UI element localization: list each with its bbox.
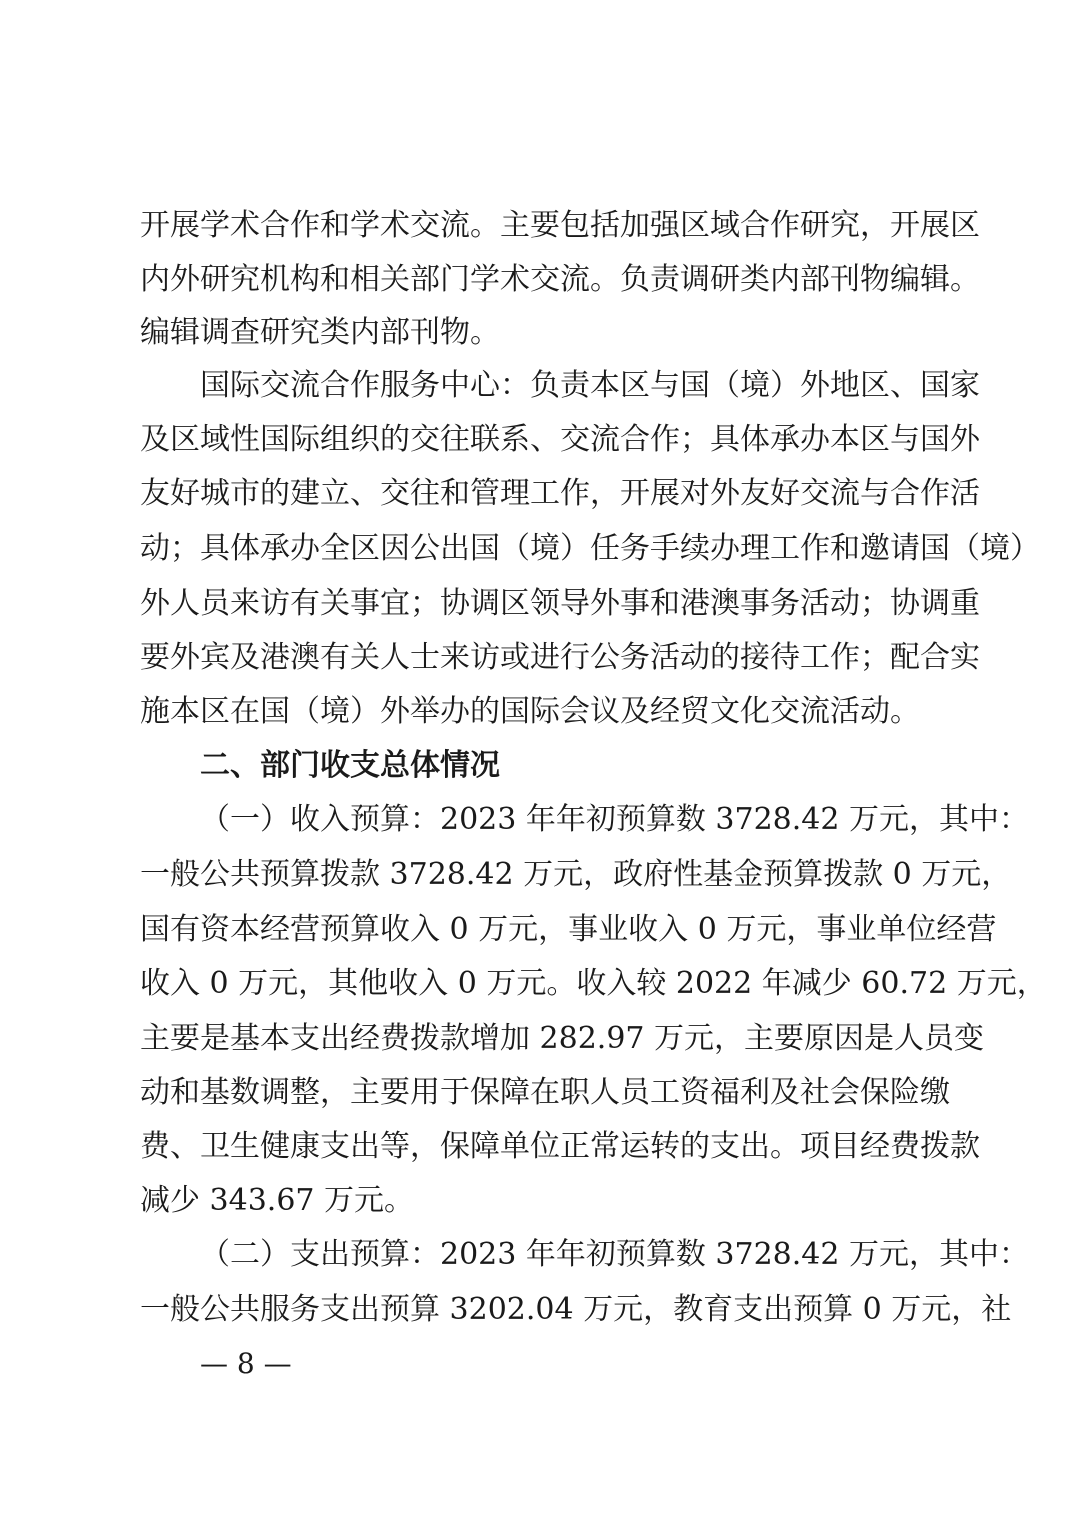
paragraph-line: 动；具体承办全区因公出国（境）任务手续办理工作和邀请国（境） — [140, 531, 1040, 566]
paragraph-line: 编辑调查研究类内部刊物。 — [140, 315, 500, 350]
paragraph-line: 及区域性国际组织的交往联系、交流合作；具体承办本区与国外 — [140, 422, 980, 457]
paragraph-line: 减少 343.67 万元。 — [140, 1183, 415, 1218]
paragraph-line: 动和基数调整，主要用于保障在职人员工资福利及社会保险缴 — [140, 1075, 950, 1110]
page-number: — 8 — — [200, 1347, 292, 1380]
paragraph-line: 主要是基本支出经费拨款增加 282.97 万元，主要原因是人员变 — [140, 1021, 985, 1056]
paragraph-line: 要外宾及港澳有关人士来访或进行公务活动的接待工作；配合实 — [140, 640, 980, 675]
paragraph-line: 开展学术合作和学术交流。主要包括加强区域合作研究，开展区 — [140, 208, 980, 243]
paragraph-line: 国有资本经营预算收入 0 万元，事业收入 0 万元，事业单位经营 — [140, 912, 997, 947]
paragraph-line: 内外研究机构和相关部门学术交流。负责调研类内部刊物编辑。 — [140, 262, 980, 297]
paragraph-line: （一）收入预算：2023 年年初预算数 3728.42 万元，其中： — [200, 802, 1030, 837]
paragraph-line: 外人员来访有关事宜；协调区领导外事和港澳事务活动；协调重 — [140, 586, 980, 621]
section-heading: 二、部门收支总体情况 — [200, 748, 500, 783]
paragraph-line: 友好城市的建立、交往和管理工作，开展对外友好交流与合作活 — [140, 476, 980, 511]
paragraph-line: 国际交流合作服务中心：负责本区与国（境）外地区、国家 — [200, 368, 980, 403]
paragraph-line: 一般公共服务支出预算 3202.04 万元，教育支出预算 0 万元，社 — [140, 1292, 1012, 1327]
paragraph-line: （二）支出预算：2023 年年初预算数 3728.42 万元，其中： — [200, 1237, 1030, 1272]
paragraph-line: 一般公共预算拨款 3728.42 万元，政府性基金预算拨款 0 万元， — [140, 857, 1012, 892]
paragraph-line: 收入 0 万元，其他收入 0 万元。收入较 2022 年减少 60.72 万元， — [140, 966, 1047, 1001]
paragraph-line: 施本区在国（境）外举办的国际会议及经贸文化交流活动。 — [140, 694, 920, 729]
paragraph-line: 费、卫生健康支出等，保障单位正常运转的支出。项目经费拨款 — [140, 1129, 980, 1164]
